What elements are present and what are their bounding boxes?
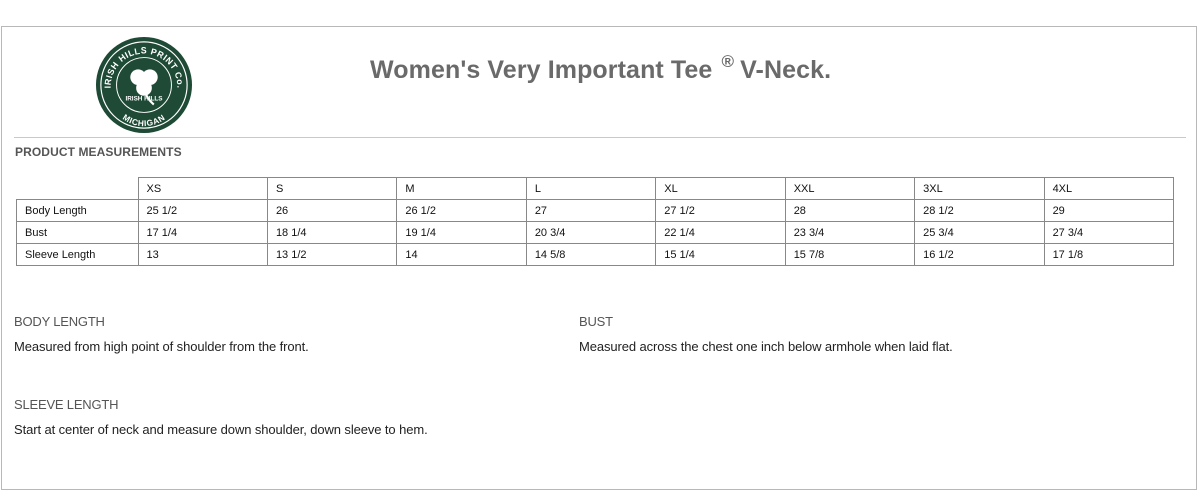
size-header-l: L (526, 178, 655, 200)
table-cell: 13 1/2 (267, 244, 396, 266)
table-cell: 25 3/4 (915, 222, 1044, 244)
brand-logo (95, 36, 193, 134)
definition-desc: Measured from high point of shoulder from the front. (14, 339, 309, 354)
table-cell: 26 (267, 200, 396, 222)
table-row (17, 244, 1174, 266)
table-cell: 19 1/4 (397, 222, 526, 244)
table-cell: 26 1/2 (397, 200, 526, 222)
row-label-sleeve-length: Sleeve Length (17, 244, 139, 266)
size-header-3xl: 3XL (915, 178, 1044, 200)
table-cell: 22 1/4 (656, 222, 785, 244)
table-cell: 15 1/4 (656, 244, 785, 266)
table-cell: 14 (397, 244, 526, 266)
table-cell: 20 3/4 (526, 222, 655, 244)
size-header-m: M (397, 178, 526, 200)
size-header-xl: XL (656, 178, 785, 200)
logo-middle-text: IRISH HILLS (125, 95, 163, 103)
table-cell: 23 3/4 (785, 222, 914, 244)
size-header-s: S (267, 178, 396, 200)
table-cell: 15 7/8 (785, 244, 914, 266)
title-main: Women's Very Important Tee (370, 56, 713, 84)
measurements-table (16, 177, 1174, 266)
definition-body-length (14, 314, 309, 354)
table-cell: 28 (785, 200, 914, 222)
table-cell: 17 1/4 (138, 222, 267, 244)
page-title (370, 52, 832, 85)
title-suffix: V-Neck. (740, 56, 832, 84)
table-cell: 14 5/8 (526, 244, 655, 266)
table-cell: 27 3/4 (1044, 222, 1173, 244)
definition-sleeve-length (14, 397, 428, 437)
table-cell: 13 (138, 244, 267, 266)
table-cell: 28 1/2 (915, 200, 1044, 222)
table-cell: 27 (526, 200, 655, 222)
definition-desc: Measured across the chest one inch below armhole when laid flat. (579, 339, 953, 354)
logo-bottom-text: MICHIGAN (121, 112, 167, 129)
table-cell: 29 (1044, 200, 1173, 222)
size-header-4xl: 4XL (1044, 178, 1173, 200)
table-row (17, 200, 1174, 222)
table-corner-cell (17, 178, 139, 200)
definition-term: SLEEVE LENGTH (14, 397, 119, 412)
registered-mark: ® (721, 52, 735, 71)
row-label-bust: Bust (17, 222, 139, 244)
size-header-xxl: XXL (785, 178, 914, 200)
definition-term: BODY LENGTH (14, 314, 105, 329)
definition-desc: Start at center of neck and measure down shoulder, down sleeve to hem. (14, 422, 428, 437)
row-label-body-length: Body Length (17, 200, 139, 222)
table-cell: 17 1/8 (1044, 244, 1173, 266)
table-header-row (17, 178, 1174, 200)
table-row (17, 222, 1174, 244)
table-cell: 16 1/2 (915, 244, 1044, 266)
table-cell: 25 1/2 (138, 200, 267, 222)
table-cell: 18 1/4 (267, 222, 396, 244)
table-cell: 27 1/2 (656, 200, 785, 222)
size-header-xs: XS (138, 178, 267, 200)
definition-term: BUST (579, 314, 613, 329)
header-divider (14, 137, 1186, 138)
section-label: PRODUCT MEASUREMENTS (15, 145, 182, 159)
logo-top-text: IRISH HILLS PRINT Co. (102, 45, 186, 89)
definition-bust (579, 314, 953, 354)
